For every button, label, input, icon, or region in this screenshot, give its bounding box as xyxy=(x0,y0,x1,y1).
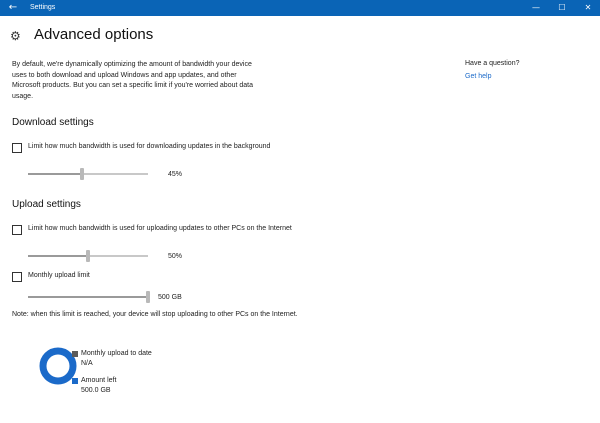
upload-limit-label: Limit how much bandwidth is used for uploading updates to other PCs on the Internet xyxy=(28,225,292,232)
download-slider-value: 45% xyxy=(168,171,183,178)
close-button[interactable]: ✕ xyxy=(584,3,592,12)
checkbox-box[interactable] xyxy=(12,272,22,282)
monthly-upload-limit-label: Monthly upload limit xyxy=(28,272,90,279)
upload-limit-note: Note: when this limit is reached, your device will stop uploading to other PCs on the Internet. xyxy=(12,311,298,318)
stat-label: Amount left xyxy=(81,377,117,384)
page-title: Advanced options xyxy=(34,26,154,43)
get-help-link[interactable]: Get help xyxy=(465,73,492,80)
stat-value: 500.0 GB xyxy=(81,387,111,394)
checkbox-box[interactable] xyxy=(12,225,22,235)
checkbox-box[interactable] xyxy=(12,143,22,153)
upload-slider-value: 50% xyxy=(168,253,183,260)
legend-square xyxy=(72,378,78,384)
download-settings-heading: Download settings xyxy=(12,117,94,128)
help-panel xyxy=(465,60,519,80)
stat-value: N/A xyxy=(81,360,93,367)
monthly-upload-slider[interactable] xyxy=(28,291,150,303)
slider-thumb[interactable] xyxy=(80,168,84,180)
download-bandwidth-slider[interactable] xyxy=(28,168,148,180)
monthly-slider-value: 500 GB xyxy=(158,294,182,301)
slider-fill xyxy=(28,173,80,175)
intro-text: By default, we're dynamically optimizing the amount of bandwidth your device uses to both download and upload Windows and app updates, and other Microsoft products. But you can set a specific limit if you're worried about data usage. xyxy=(12,61,254,100)
window-title: Settings xyxy=(30,4,56,11)
maximize-button[interactable]: ☐ xyxy=(558,3,566,12)
legend-square xyxy=(72,351,78,357)
back-arrow-icon[interactable]: ← xyxy=(8,2,18,13)
slider-thumb[interactable] xyxy=(146,291,150,303)
title-bar xyxy=(0,0,600,16)
gear-icon: ⚙ xyxy=(10,29,21,43)
upload-settings-heading: Upload settings xyxy=(12,199,81,210)
download-limit-label: Limit how much bandwidth is used for downloading updates in the background xyxy=(28,143,271,150)
stat-label: Monthly upload to date xyxy=(81,350,152,357)
upload-bandwidth-slider[interactable] xyxy=(28,250,148,262)
minimize-button[interactable]: — xyxy=(532,3,540,12)
donut-remaining-ring xyxy=(43,351,73,381)
help-question: Have a question? xyxy=(465,60,520,67)
slider-thumb[interactable] xyxy=(86,250,90,262)
slider-fill xyxy=(28,296,146,298)
slider-fill xyxy=(28,255,86,257)
